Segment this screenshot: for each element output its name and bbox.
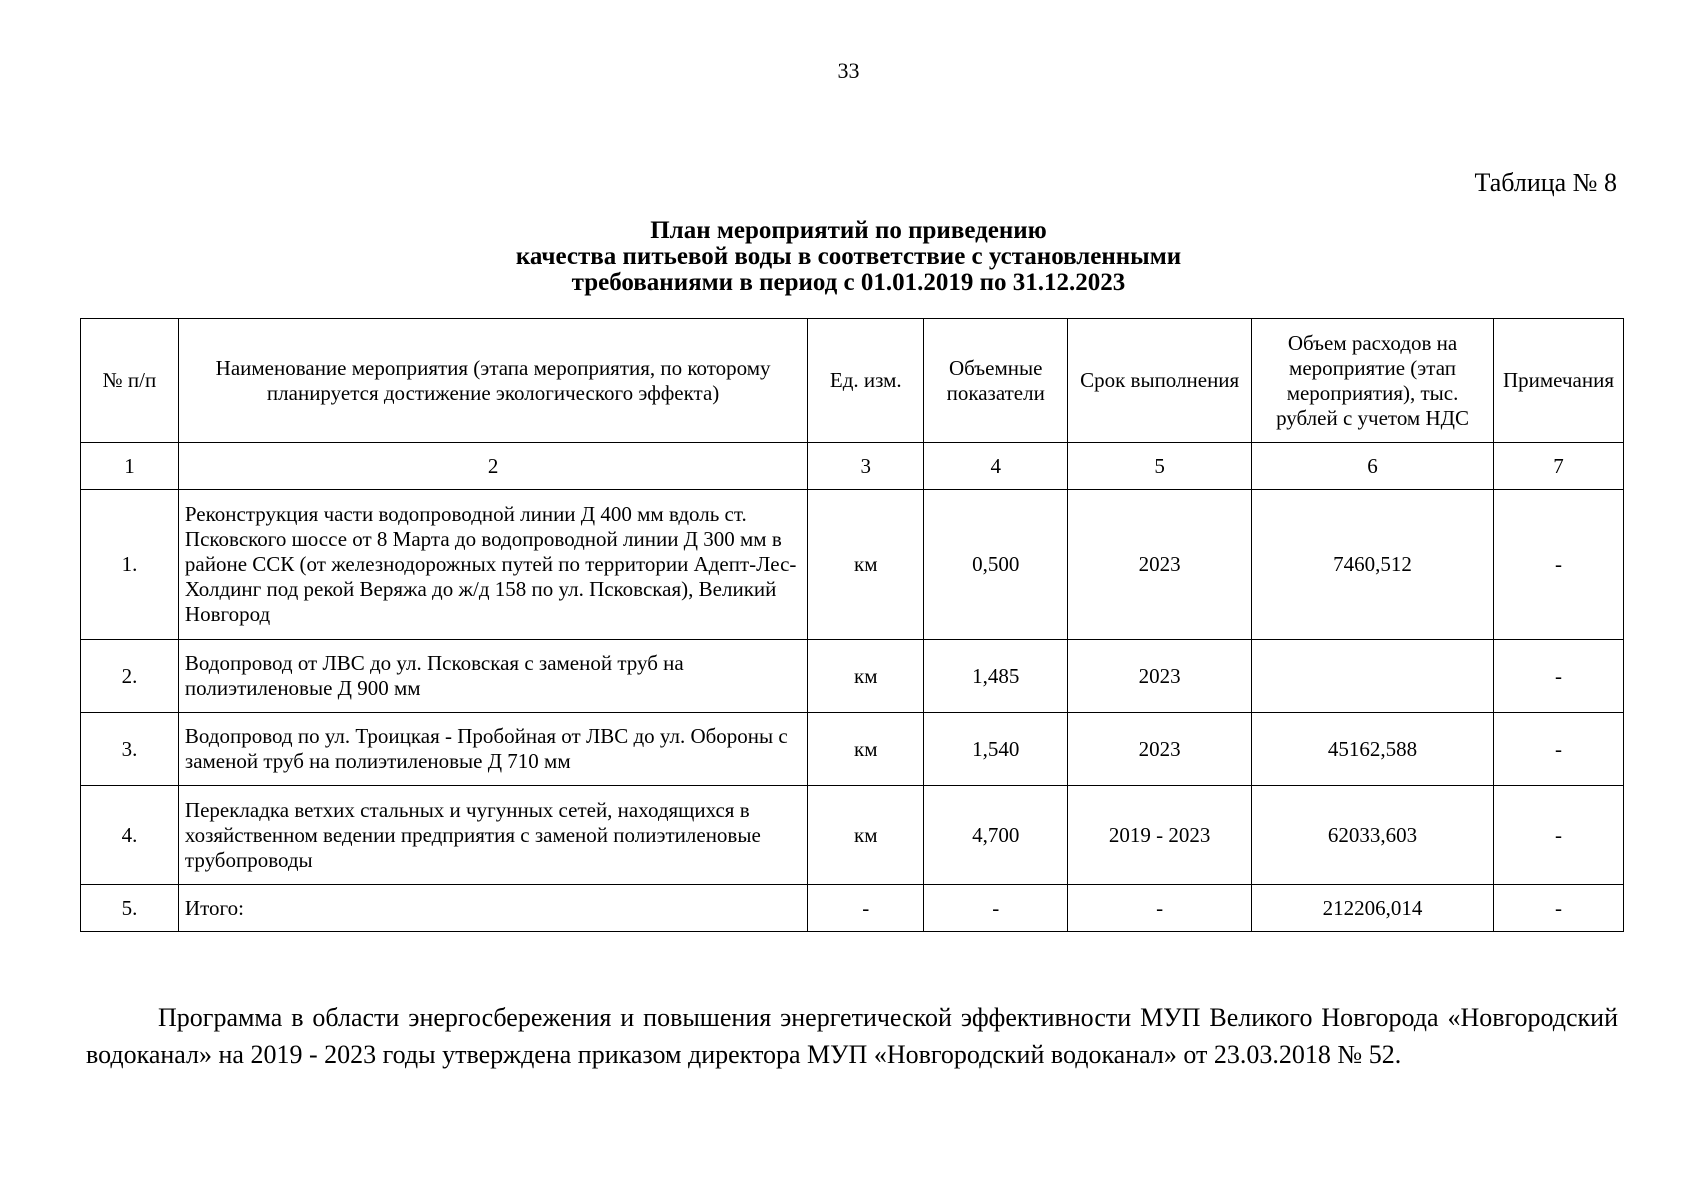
row-term: 2023 bbox=[1068, 640, 1252, 713]
row-note: - bbox=[1493, 885, 1623, 932]
header-cell-name: Наименование мероприятия (этапа мероприятия, по которому планируется достижение экологического эффекта) bbox=[178, 319, 807, 443]
header-cell-unit: Ед. изм. bbox=[808, 319, 924, 443]
row-cost bbox=[1252, 640, 1494, 713]
row-name: Реконструкция части водопроводной линии Д 400 мм вдоль ст. Псковского шоссе от 8 Марта до водопроводной линии Д 300 мм в районе ССК (от железнодорожных путей по территории Адепт-Лес-Холдинг под рекой Веряжа до ж/д 158 по ул. Псковская), Великий Новгород bbox=[178, 490, 807, 640]
measures-table bbox=[80, 318, 1624, 932]
header-cell-note: Примечания bbox=[1493, 319, 1623, 443]
row-unit: км bbox=[808, 713, 924, 786]
row-unit: км bbox=[808, 786, 924, 885]
row-number: 1. bbox=[81, 490, 179, 640]
header-cell-term: Срок выполнения bbox=[1068, 319, 1252, 443]
row-number: 4. bbox=[81, 786, 179, 885]
row-unit: км bbox=[808, 490, 924, 640]
row-unit: - bbox=[808, 885, 924, 932]
column-number: 4 bbox=[924, 443, 1068, 490]
row-note: - bbox=[1493, 640, 1623, 713]
table-row bbox=[81, 640, 1624, 713]
table-header-row bbox=[81, 319, 1624, 443]
row-cost: 45162,588 bbox=[1252, 713, 1494, 786]
row-term: 2023 bbox=[1068, 713, 1252, 786]
row-note: - bbox=[1493, 786, 1623, 885]
row-term: - bbox=[1068, 885, 1252, 932]
table-row-total bbox=[81, 885, 1624, 932]
header-cell-number: № п/п bbox=[81, 319, 179, 443]
row-name: Водопровод по ул. Троицкая - Пробойная от ЛВС до ул. Обороны с заменой труб на полиэтиленовые Д 710 мм bbox=[178, 713, 807, 786]
column-number: 6 bbox=[1252, 443, 1494, 490]
column-number: 3 bbox=[808, 443, 924, 490]
row-name: Водопровод от ЛВС до ул. Псковская с заменой труб на полиэтиленовые Д 900 мм bbox=[178, 640, 807, 713]
row-cost: 7460,512 bbox=[1252, 490, 1494, 640]
row-number: 2. bbox=[81, 640, 179, 713]
row-number: 5. bbox=[81, 885, 179, 932]
row-cost: 212206,014 bbox=[1252, 885, 1494, 932]
table-row bbox=[81, 490, 1624, 640]
column-number-row bbox=[81, 443, 1624, 490]
title-line-3: требованиями в период с 01.01.2019 по 31.12.2023 bbox=[571, 269, 1126, 296]
header-cell-cost: Объем расходов на мероприятие (этап мероприятия), тыс. рублей с учетом НДС bbox=[1252, 319, 1494, 443]
column-number: 1 bbox=[81, 443, 179, 490]
row-volume: 1,485 bbox=[924, 640, 1068, 713]
row-volume: 1,540 bbox=[924, 713, 1068, 786]
table-row bbox=[81, 713, 1624, 786]
row-note: - bbox=[1493, 490, 1623, 640]
header-cell-volume: Объемные показатели bbox=[924, 319, 1068, 443]
row-volume: - bbox=[924, 885, 1068, 932]
title-line-1: План мероприятий по приведению bbox=[650, 217, 1047, 244]
row-volume: 0,500 bbox=[924, 490, 1068, 640]
program-paragraph: Программа в области энергосбережения и повышения энергетической эффективности МУП Великого Новгорода «Новгородский водоканал» на 2019 - 2023 годы утверждена приказом директора МУП «Новгородский водоканал» от 23.03.2018 № 52. bbox=[86, 1003, 1618, 1069]
column-number: 5 bbox=[1068, 443, 1252, 490]
column-number: 2 bbox=[178, 443, 807, 490]
row-name: Перекладка ветхих стальных и чугунных сетей, находящихся в хозяйственном ведении предприятия с заменой полиэтиленовые трубопроводы bbox=[178, 786, 807, 885]
column-number: 7 bbox=[1493, 443, 1623, 490]
row-name: Итого: bbox=[178, 885, 807, 932]
row-term: 2023 bbox=[1068, 490, 1252, 640]
row-unit: км bbox=[808, 640, 924, 713]
page-number: 33 bbox=[837, 58, 860, 83]
row-number: 3. bbox=[81, 713, 179, 786]
title-line-2: качества питьевой воды в соответствие с установленными bbox=[515, 243, 1182, 270]
page-title bbox=[0, 218, 1697, 296]
table-label: Таблица № 8 bbox=[1474, 168, 1617, 197]
row-note: - bbox=[1493, 713, 1623, 786]
row-volume: 4,700 bbox=[924, 786, 1068, 885]
row-cost: 62033,603 bbox=[1252, 786, 1494, 885]
row-term: 2019 - 2023 bbox=[1068, 786, 1252, 885]
table-row bbox=[81, 786, 1624, 885]
